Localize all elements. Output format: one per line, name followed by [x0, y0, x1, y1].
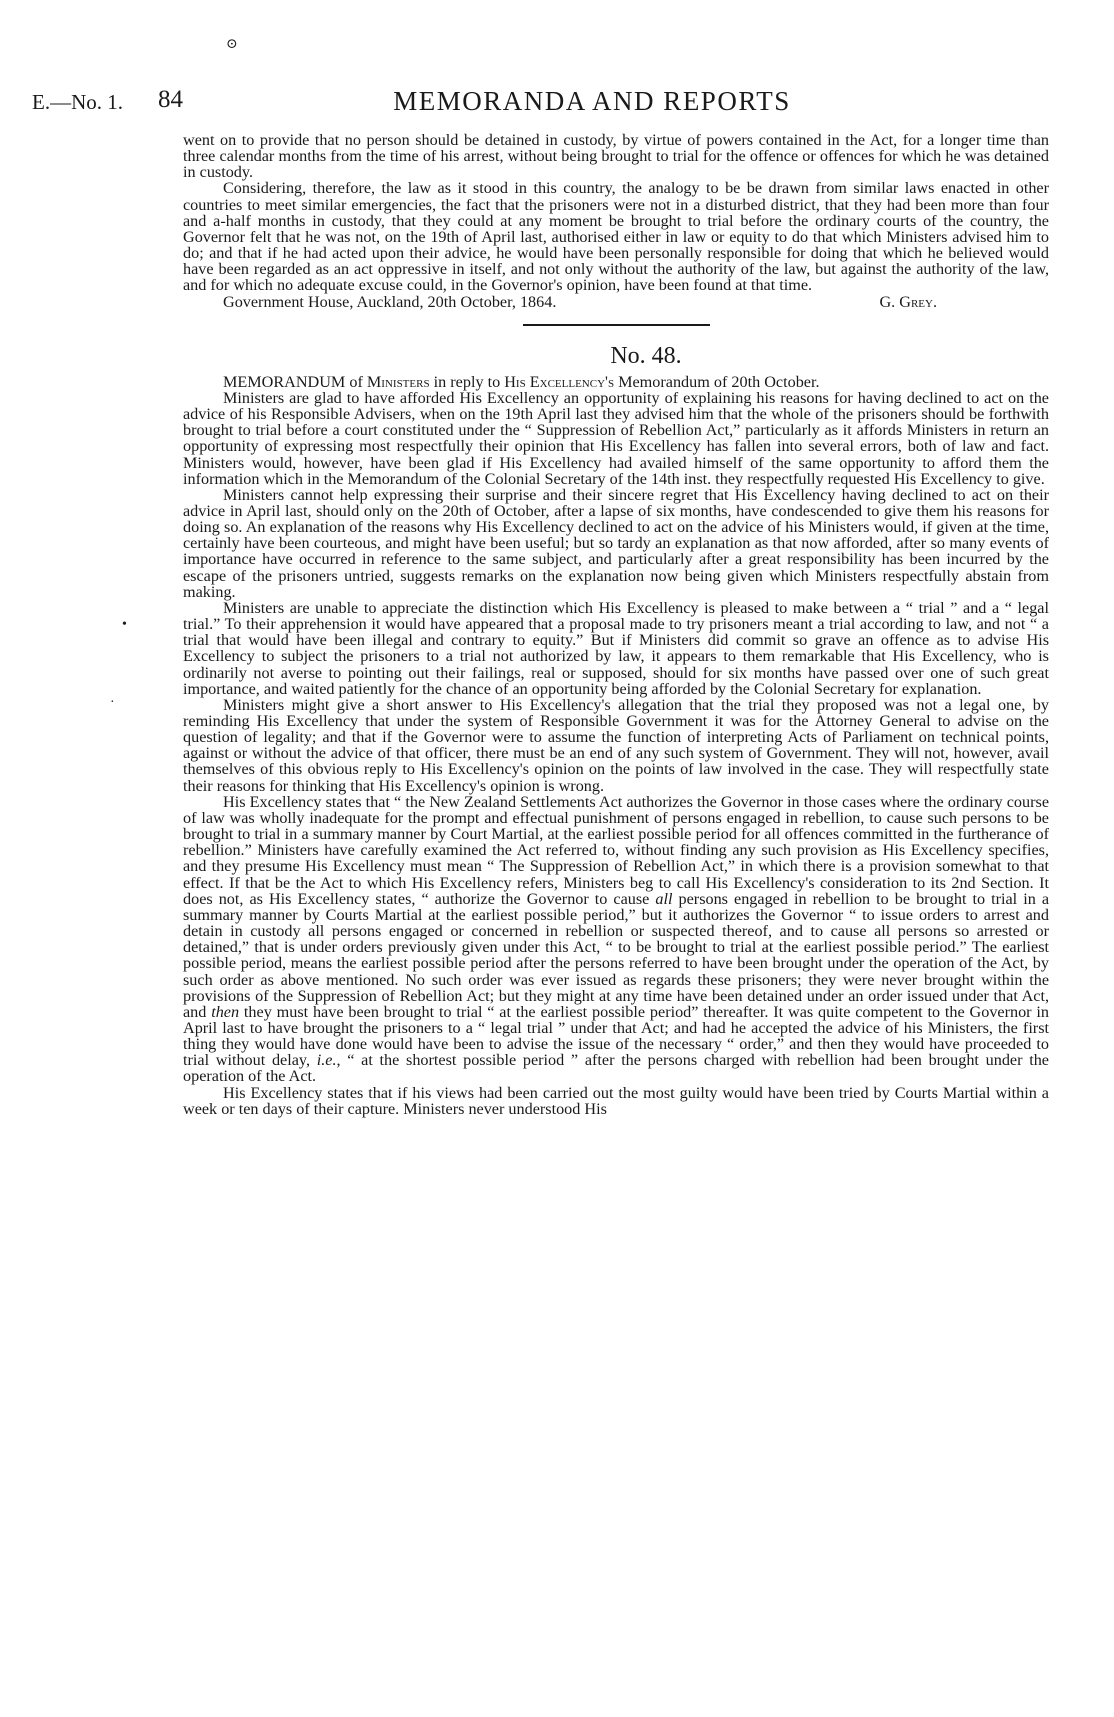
margin-bullet: •: [122, 617, 127, 632]
paragraph: Ministers are glad to have afforded His Excellency an opportunity of explaining his reasons for having declined to act on the advice of his Responsible Advisers, when on the 19th April last they advised him that the whole of the prisoners should be forthwith brought to trial before a court constituted under the “ Suppression of Rebellion Act,” particularly as it affords Ministers in return an opportunity of expressing most respectfully their opinion that His Excellency has fallen into several errors, both of law and fact. Ministers would, however, have been glad if His Excellency had availed himself of the same opportunity to afford them the information which in the Memorandum of the Colonial Secretary of the 14th inst. they respectfully requested His Excellency to give.: [183, 388, 1049, 488]
page-mark: ⊙: [226, 37, 238, 52]
paragraph: Ministers might give a short answer to His Excellency's allegation that the trial they proposed was not a legal one, by reminding His Excellency that under the system of Responsible Government it was for the Attorney General to advise on the question of legality; and that if the Governor were to assume the function of interpreting Acts of Parliament on technical points, against or without the advice of that officer, there must be an end of any such system of Government. They will not, however, avail themselves of this obvious reply to His Excellency's opinion on the points of law involved in the case. They will respectfully state their reasons for thinking that His Excellency's opinion is wrong.: [183, 695, 1049, 795]
page-number: 84: [158, 86, 183, 113]
document-reference: E.—No. 1.: [32, 90, 123, 114]
paragraph: His Excellency states that “ the New Zealand Settlements Act authorizes the Governor in those cases where the ordinary course of law was wholly inadequate for the prompt and effectual punishment of persons engaged in rebellion, to cause such persons to be brought to trial in a summary manner by Court Martial, at the earliest possible period for all offences committed in the furtherance of rebellion.” Ministers have carefully examined the Act referred to, without finding any such provision as His Excellency specifies, and they presume His Excellency must mean “ The Suppression of Rebellion Act,” in which there is a provision somewhat to that effect. If that be the Act to which His Excellency refers, Ministers beg to call His Excellency's consideration to its 2nd Section. It does not, as His Excellency states, “ authorize the Governor to cause all persons engaged in rebellion to be brought to trial in a summary manner by Courts Martial at the earliest possible period,” but it authorizes the Governor “ to issue orders to arrest and detain in custody all persons engaged or concerned in rebellion or suspected thereof, and to cause all persons so arrested or detained,” that is under orders previously given under this Act, “ to be brought to trial at the earliest possible period.” The earliest possible period, means the earliest possible period after the persons referred to have been brought under the operation of the Act, by such order as above mentioned. No such order was ever issued as regards these prisoners; they were never brought within the provisions of the Suppression of Rebellion Act; but they might at any time have been detained under an order issued under that Act, and then they must have been brought to trial “ at the earliest possible period” thereafter. It was quite competent to the Governor in April last to have brought the prisoners to a “ legal trial ” under that Act; and had he accepted the advice of his Ministers, the first thing they would have done would have been to advise the issue of the necessary “ order,” and then they would have proceeded to trial without delay, i.e., “ at the shortest possible period ” after the persons charged with rebellion had been brought under the operation of the Act.: [183, 792, 1050, 1086]
excellency-label: His Excellency's: [504, 372, 615, 391]
place-date: Government House, Auckland, 20th October, 1864.: [223, 292, 557, 311]
document-body: [183, 132, 1049, 1117]
paragraph-continued: went on to provide that no person should be detained in custody, by virtue of powers contained in the Act, for a longer time than three calendar months from the time of his arrest, without being brought to trial for the offence or offences for which he was detained in custody.: [183, 131, 1049, 182]
paragraph: Considering, therefore, the law as it stood in this country, the analogy to be be drawn from similar laws enacted in other countries to meet similar emergencies, the fact that the prisoners were not in a disturbed district, that they had been more than four and a-half months in custody, that they could at any moment be brought to trial before the ordinary courts of the country, the Governor felt that he was not, on the 19th of April last, authorised either in law or equity to do that which Ministers advised him to do; and that if he had acted upon their advice, he would have been personally responsible for doing that which he believed would have been regarded as an act oppressive in itself, and not only without the authority of the law, but against the authority of the law, and for which no adequate excuse could, in the Governor's opinion, have been found at that time.: [183, 179, 1049, 295]
paragraph: Ministers cannot help expressing their surprise and their sincere regret that His Excellency having declined to act on their advice in April last, should only on the 20th of October, after a lapse of six months, have condescended to give them his reasons for doing so. An explanation of the reasons why His Excellency declined to act on the advice of his Ministers would, if given at the time, certainly have been courteous, and might have been useful; but so tardy an explanation as that now afforded, after so many events of importance have occurred in reference to the same subject, and particularly after a great responsibility has been incurred by the escape of the prisoners untried, suggests remarks on the explanation now being given which Ministers respectfully abstain from making.: [183, 485, 1049, 601]
section-subheading: MEMORANDUM of Ministers in reply to His Excellency's Memorandum of 20th October.: [223, 372, 820, 391]
running-title: MEMORANDA AND REPORTS: [393, 86, 791, 116]
section-number: No. 48.: [610, 342, 682, 369]
signature: G. Grey.: [879, 292, 937, 311]
margin-dot: ·: [110, 695, 115, 710]
dateline: [183, 294, 1049, 310]
paragraph: Ministers are unable to appreciate the distinction which His Excellency is pleased to make between a “ trial ” and a “ legal trial.” To their apprehension it would have appeared that a proposal made to try prisoners meant a trial according to law, and not “ a trial that would have been illegal and contrary to equity.” But if Ministers did commit so grave an offence as to advise His Excellency to subject the prisoners to a trial not authorized by law, it appears to them remarkable that His Excellency, who is ordinarily not averse to pointing out their failings, real or supposed, should for six months have passed over one of such great importance, and waited patiently for the chance of an opportunity being afforded by the Colonial Secretary for explanation.: [183, 598, 1049, 698]
paragraph: His Excellency states that if his views had been carried out the most guilty would have been tried by Courts Martial within a week or ten days of their capture. Ministers never understood His: [183, 1083, 1049, 1118]
section-divider: [523, 324, 710, 326]
memo-label: MEMORANDUM: [223, 372, 346, 391]
ministers-label: Ministers: [366, 372, 430, 391]
page-header: [0, 84, 1114, 124]
